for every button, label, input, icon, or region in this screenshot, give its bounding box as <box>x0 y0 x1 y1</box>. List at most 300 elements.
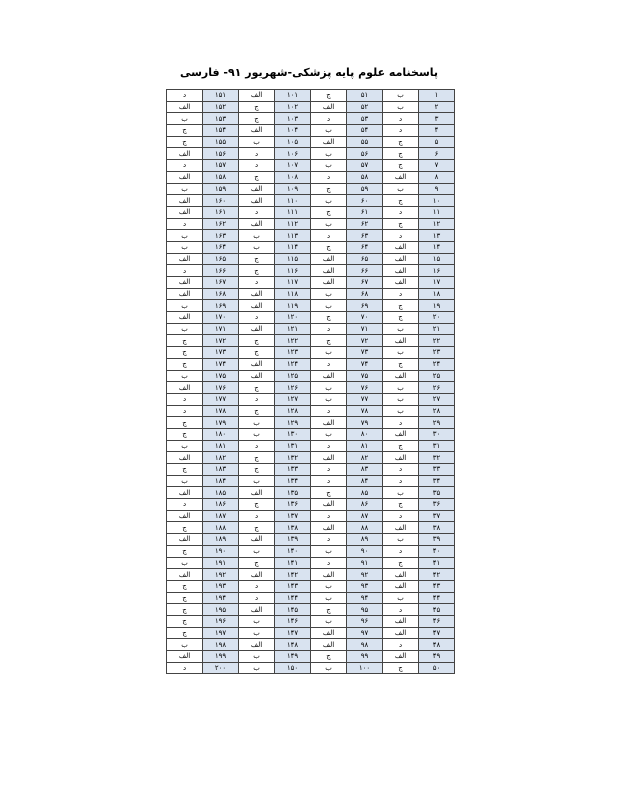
question-number-cell: ۱۴۸ <box>275 639 311 651</box>
question-number-cell: ۶۵ <box>347 253 383 265</box>
question-number-cell: ۱۵۴ <box>203 125 239 137</box>
table-row <box>167 183 455 195</box>
answer-cell: الف <box>311 452 347 464</box>
question-number-cell: ۱۷ <box>419 277 455 289</box>
question-number-cell: ۱۷۵ <box>203 370 239 382</box>
answer-cell: د <box>383 639 419 651</box>
question-number-cell: ۱۱۸ <box>275 288 311 300</box>
question-number-cell: ۹ <box>419 183 455 195</box>
answer-cell: ب <box>311 382 347 394</box>
answer-cell: الف <box>383 241 419 253</box>
question-number-cell: ۱۰۹ <box>275 183 311 195</box>
answer-cell: ج <box>167 335 203 347</box>
question-number-cell: ۹۹ <box>347 651 383 663</box>
answer-cell: الف <box>383 253 419 265</box>
answer-cell: د <box>239 393 275 405</box>
answer-cell: ج <box>167 580 203 592</box>
question-number-cell: ۹۶ <box>347 615 383 627</box>
table-row <box>167 277 455 289</box>
answer-cell: ب <box>311 662 347 674</box>
answer-cell: ج <box>239 452 275 464</box>
answer-cell: د <box>311 475 347 487</box>
answer-cell: الف <box>239 604 275 616</box>
question-number-cell: ۱۸۷ <box>203 510 239 522</box>
question-number-cell: ۱۲۵ <box>275 370 311 382</box>
answer-cell: الف <box>311 370 347 382</box>
question-number-cell: ۱۸۴ <box>203 475 239 487</box>
table-row <box>167 417 455 429</box>
table-row <box>167 195 455 207</box>
table-row <box>167 522 455 534</box>
answer-cell: ب <box>239 662 275 674</box>
answer-cell: د <box>311 557 347 569</box>
question-number-cell: ۴۷ <box>419 627 455 639</box>
answer-cell: الف <box>167 206 203 218</box>
question-number-cell: ۱۱۷ <box>275 277 311 289</box>
question-number-cell: ۱۶۹ <box>203 300 239 312</box>
question-number-cell: ۱۱۲ <box>275 218 311 230</box>
answer-cell: الف <box>167 452 203 464</box>
question-number-cell: ۹۸ <box>347 639 383 651</box>
table-row <box>167 90 455 102</box>
question-number-cell: ۹۵ <box>347 604 383 616</box>
answer-cell: الف <box>239 323 275 335</box>
answer-cell: الف <box>311 639 347 651</box>
answer-cell: ج <box>239 253 275 265</box>
answer-cell: د <box>311 440 347 452</box>
question-number-cell: ۵۲ <box>347 101 383 113</box>
answer-cell: ب <box>239 428 275 440</box>
table-row <box>167 136 455 148</box>
table-row <box>167 615 455 627</box>
table-row <box>167 510 455 522</box>
answer-cell: ج <box>239 382 275 394</box>
question-number-cell: ۱۱۳ <box>275 230 311 242</box>
question-number-cell: ۸ <box>419 171 455 183</box>
question-number-cell: ۶۳ <box>347 230 383 242</box>
question-number-cell: ۴۴ <box>419 592 455 604</box>
answer-cell: د <box>167 405 203 417</box>
table-row <box>167 452 455 464</box>
question-number-cell: ۸۱ <box>347 440 383 452</box>
answer-cell: ب <box>311 195 347 207</box>
answer-cell: الف <box>383 522 419 534</box>
answer-cell: الف <box>167 277 203 289</box>
answer-cell: ب <box>167 475 203 487</box>
question-number-cell: ۶۹ <box>347 300 383 312</box>
question-number-cell: ۱۷۳ <box>203 347 239 359</box>
answer-cell: ج <box>311 335 347 347</box>
question-number-cell: ۲۲ <box>419 335 455 347</box>
answer-cell: الف <box>167 651 203 663</box>
question-number-cell: ۶۴ <box>347 241 383 253</box>
question-number-cell: ۵۳ <box>347 113 383 125</box>
question-number-cell: ۷۹ <box>347 417 383 429</box>
table-row <box>167 662 455 674</box>
question-number-cell: ۴۵ <box>419 604 455 616</box>
question-number-cell: ۳۲ <box>419 452 455 464</box>
question-number-cell: ۱۶۳ <box>203 230 239 242</box>
question-number-cell: ۸۴ <box>347 475 383 487</box>
question-number-cell: ۱۳۵ <box>275 487 311 499</box>
question-number-cell: ۵۴ <box>347 125 383 137</box>
question-number-cell: ۱۹۹ <box>203 651 239 663</box>
answer-cell: الف <box>311 522 347 534</box>
table-row <box>167 534 455 546</box>
answer-cell: د <box>239 440 275 452</box>
answer-cell: ج <box>167 136 203 148</box>
answer-cell: ج <box>383 136 419 148</box>
table-row <box>167 312 455 324</box>
answer-cell: د <box>239 277 275 289</box>
question-number-cell: ۱۳۰ <box>275 428 311 440</box>
question-number-cell: ۲۸ <box>419 405 455 417</box>
answer-cell: ب <box>383 101 419 113</box>
question-number-cell: ۱۵۳ <box>203 113 239 125</box>
question-number-cell: ۲۳ <box>419 347 455 359</box>
question-number-cell: ۹۱ <box>347 557 383 569</box>
answer-cell: الف <box>239 288 275 300</box>
answer-cell: ج <box>383 300 419 312</box>
table-row <box>167 323 455 335</box>
answer-cell: د <box>239 510 275 522</box>
answer-cell: د <box>167 90 203 102</box>
question-number-cell: ۱۸۹ <box>203 534 239 546</box>
table-row <box>167 171 455 183</box>
answer-cell: الف <box>167 534 203 546</box>
answer-cell: ب <box>239 475 275 487</box>
answer-cell: د <box>167 265 203 277</box>
answer-cell: ب <box>311 300 347 312</box>
answer-cell: الف <box>167 312 203 324</box>
question-number-cell: ۵۶ <box>347 148 383 160</box>
answer-cell: ب <box>167 113 203 125</box>
answer-cell: الف <box>383 580 419 592</box>
question-number-cell: ۱۷۸ <box>203 405 239 417</box>
question-number-cell: ۱۱ <box>419 206 455 218</box>
question-number-cell: ۱۴۲ <box>275 569 311 581</box>
question-number-cell: ۶۰ <box>347 195 383 207</box>
answer-cell: الف <box>239 569 275 581</box>
question-number-cell: ۴۹ <box>419 651 455 663</box>
question-number-cell: ۱۳۱ <box>275 440 311 452</box>
question-number-cell: ۱۶۶ <box>203 265 239 277</box>
answer-cell: ب <box>167 323 203 335</box>
answer-key-body <box>167 90 455 674</box>
question-number-cell: ۱۵۵ <box>203 136 239 148</box>
question-number-cell: ۱۱۶ <box>275 265 311 277</box>
question-number-cell: ۱۴۹ <box>275 651 311 663</box>
answer-cell: الف <box>383 627 419 639</box>
answer-cell: د <box>311 405 347 417</box>
question-number-cell: ۳ <box>419 113 455 125</box>
table-row <box>167 545 455 557</box>
question-number-cell: ۵۸ <box>347 171 383 183</box>
question-number-cell: ۱۰۶ <box>275 148 311 160</box>
question-number-cell: ۱۵۰ <box>275 662 311 674</box>
answer-cell: ج <box>311 241 347 253</box>
answer-cell: د <box>239 148 275 160</box>
answer-cell: ج <box>239 557 275 569</box>
question-number-cell: ۴۲ <box>419 569 455 581</box>
question-number-cell: ۱۱۱ <box>275 206 311 218</box>
question-number-cell: ۵۱ <box>347 90 383 102</box>
question-number-cell: ۱۹۴ <box>203 592 239 604</box>
question-number-cell: ۱۶۷ <box>203 277 239 289</box>
answer-cell: الف <box>167 382 203 394</box>
answer-cell: ج <box>311 487 347 499</box>
question-number-cell: ۱۰۲ <box>275 101 311 113</box>
table-row <box>167 651 455 663</box>
answer-cell: ب <box>383 592 419 604</box>
answer-cell: الف <box>383 615 419 627</box>
question-number-cell: ۱۸۵ <box>203 487 239 499</box>
question-number-cell: ۳۹ <box>419 534 455 546</box>
answer-cell: الف <box>239 370 275 382</box>
question-number-cell: ۶۷ <box>347 277 383 289</box>
table-row <box>167 206 455 218</box>
question-number-cell: ۷۳ <box>347 347 383 359</box>
table-row <box>167 440 455 452</box>
answer-cell: الف <box>167 487 203 499</box>
table-row <box>167 335 455 347</box>
answer-cell: الف <box>383 265 419 277</box>
question-number-cell: ۹۷ <box>347 627 383 639</box>
answer-cell: ب <box>167 370 203 382</box>
answer-cell: ج <box>311 604 347 616</box>
question-number-cell: ۷۶ <box>347 382 383 394</box>
answer-cell: ب <box>239 136 275 148</box>
question-number-cell: ۳۷ <box>419 510 455 522</box>
question-number-cell: ۱۳۶ <box>275 499 311 511</box>
question-number-cell: ۶۱ <box>347 206 383 218</box>
answer-cell: ج <box>383 148 419 160</box>
question-number-cell: ۹۰ <box>347 545 383 557</box>
question-number-cell: ۸۵ <box>347 487 383 499</box>
answer-cell: ب <box>239 627 275 639</box>
question-number-cell: ۱۷۶ <box>203 382 239 394</box>
answer-cell: د <box>167 160 203 172</box>
question-number-cell: ۱۴۰ <box>275 545 311 557</box>
answer-cell: ج <box>239 405 275 417</box>
question-number-cell: ۱۳۲ <box>275 452 311 464</box>
answer-cell: د <box>239 312 275 324</box>
answer-cell: الف <box>239 125 275 137</box>
question-number-cell: ۱۴ <box>419 241 455 253</box>
answer-cell: د <box>239 206 275 218</box>
question-number-cell: ۸۰ <box>347 428 383 440</box>
answer-cell: ب <box>383 405 419 417</box>
question-number-cell: ۱۷۱ <box>203 323 239 335</box>
question-number-cell: ۶ <box>419 148 455 160</box>
table-row <box>167 253 455 265</box>
question-number-cell: ۱۲۷ <box>275 393 311 405</box>
answer-cell: ب <box>383 534 419 546</box>
table-row <box>167 148 455 160</box>
question-number-cell: ۵۹ <box>347 183 383 195</box>
question-number-cell: ۱ <box>419 90 455 102</box>
answer-cell: ب <box>383 393 419 405</box>
question-number-cell: ۲۰۰ <box>203 662 239 674</box>
question-number-cell: ۱۲ <box>419 218 455 230</box>
answer-cell: د <box>383 464 419 476</box>
table-row <box>167 241 455 253</box>
question-number-cell: ۷۰ <box>347 312 383 324</box>
question-number-cell: ۵ <box>419 136 455 148</box>
answer-cell: ج <box>311 90 347 102</box>
answer-cell: الف <box>167 510 203 522</box>
answer-cell: ج <box>311 183 347 195</box>
question-number-cell: ۸۶ <box>347 499 383 511</box>
answer-key-table <box>166 89 455 674</box>
answer-cell: ب <box>383 347 419 359</box>
answer-cell: د <box>383 510 419 522</box>
question-number-cell: ۱۹۳ <box>203 580 239 592</box>
answer-cell: د <box>167 393 203 405</box>
answer-cell: ب <box>167 557 203 569</box>
question-number-cell: ۱۷۷ <box>203 393 239 405</box>
question-number-cell: ۱۷۴ <box>203 358 239 370</box>
question-number-cell: ۵۷ <box>347 160 383 172</box>
answer-cell: الف <box>311 499 347 511</box>
question-number-cell: ۱۵۲ <box>203 101 239 113</box>
question-number-cell: ۲۷ <box>419 393 455 405</box>
answer-cell: ب <box>311 347 347 359</box>
answer-cell: ج <box>167 464 203 476</box>
table-row <box>167 499 455 511</box>
question-number-cell: ۳۰ <box>419 428 455 440</box>
question-number-cell: ۷ <box>419 160 455 172</box>
question-number-cell: ۱۲۸ <box>275 405 311 417</box>
answer-cell: الف <box>311 569 347 581</box>
question-number-cell: ۱۴۳ <box>275 580 311 592</box>
question-number-cell: ۱۰۰ <box>347 662 383 674</box>
answer-cell: ج <box>167 615 203 627</box>
question-number-cell: ۱۴۷ <box>275 627 311 639</box>
answer-cell: ب <box>167 183 203 195</box>
answer-cell: د <box>383 125 419 137</box>
question-number-cell: ۱۵۶ <box>203 148 239 160</box>
answer-cell: د <box>383 206 419 218</box>
question-number-cell: ۱۸۰ <box>203 428 239 440</box>
answer-cell: الف <box>383 171 419 183</box>
question-number-cell: ۱۱۰ <box>275 195 311 207</box>
question-number-cell: ۱۹۸ <box>203 639 239 651</box>
answer-cell: د <box>167 662 203 674</box>
answer-cell: ب <box>311 545 347 557</box>
question-number-cell: ۱۹۶ <box>203 615 239 627</box>
answer-cell: ج <box>239 347 275 359</box>
answer-cell: ج <box>311 312 347 324</box>
answer-cell: ج <box>311 651 347 663</box>
question-number-cell: ۱۵۷ <box>203 160 239 172</box>
answer-cell: الف <box>311 253 347 265</box>
answer-cell: ب <box>383 323 419 335</box>
question-number-cell: ۱۶۱ <box>203 206 239 218</box>
question-number-cell: ۱۹۲ <box>203 569 239 581</box>
table-row <box>167 218 455 230</box>
table-row <box>167 347 455 359</box>
answer-cell: ب <box>383 487 419 499</box>
question-number-cell: ۱۴۴ <box>275 592 311 604</box>
question-number-cell: ۲۰ <box>419 312 455 324</box>
question-number-cell: ۴۶ <box>419 615 455 627</box>
answer-cell: د <box>311 171 347 183</box>
question-number-cell: ۴۱ <box>419 557 455 569</box>
answer-cell: ب <box>311 580 347 592</box>
answer-cell: الف <box>167 195 203 207</box>
answer-cell: ب <box>311 428 347 440</box>
answer-cell: الف <box>383 277 419 289</box>
question-number-cell: ۱۹۷ <box>203 627 239 639</box>
answer-cell: الف <box>311 417 347 429</box>
question-number-cell: ۱۰۱ <box>275 90 311 102</box>
answer-cell: الف <box>239 639 275 651</box>
answer-cell: د <box>311 464 347 476</box>
answer-cell: ج <box>383 195 419 207</box>
question-number-cell: ۱۳ <box>419 230 455 242</box>
table-row <box>167 428 455 440</box>
answer-cell: ب <box>167 300 203 312</box>
question-number-cell: ۱۰۵ <box>275 136 311 148</box>
question-number-cell: ۱۷۲ <box>203 335 239 347</box>
answer-cell: ب <box>167 440 203 452</box>
table-row <box>167 569 455 581</box>
answer-cell: الف <box>239 195 275 207</box>
question-number-cell: ۷۱ <box>347 323 383 335</box>
answer-cell: د <box>311 510 347 522</box>
answer-cell: الف <box>311 627 347 639</box>
question-number-cell: ۳۳ <box>419 464 455 476</box>
question-number-cell: ۳۴ <box>419 475 455 487</box>
answer-cell: ج <box>383 499 419 511</box>
question-number-cell: ۳۵ <box>419 487 455 499</box>
question-number-cell: ۱۴۵ <box>275 604 311 616</box>
answer-cell: ب <box>311 393 347 405</box>
question-number-cell: ۵۰ <box>419 662 455 674</box>
question-number-cell: ۱۲۴ <box>275 358 311 370</box>
answer-cell: ب <box>239 615 275 627</box>
answer-cell: ج <box>167 428 203 440</box>
question-number-cell: ۱۸ <box>419 288 455 300</box>
question-number-cell: ۱۷۹ <box>203 417 239 429</box>
question-number-cell: ۲۴ <box>419 358 455 370</box>
answer-cell: د <box>383 417 419 429</box>
answer-cell: ج <box>383 662 419 674</box>
answer-cell: ج <box>239 335 275 347</box>
question-number-cell: ۱۶۸ <box>203 288 239 300</box>
question-number-cell: ۱۹۱ <box>203 557 239 569</box>
answer-cell: الف <box>383 651 419 663</box>
answer-cell: الف <box>383 370 419 382</box>
answer-cell: ج <box>383 160 419 172</box>
question-number-cell: ۱۲۰ <box>275 312 311 324</box>
answer-cell: ج <box>167 417 203 429</box>
answer-cell: ج <box>239 101 275 113</box>
question-number-cell: ۷۴ <box>347 358 383 370</box>
answer-cell: ب <box>239 241 275 253</box>
answer-cell: الف <box>167 148 203 160</box>
question-number-cell: ۱۶۰ <box>203 195 239 207</box>
answer-cell: ج <box>167 522 203 534</box>
question-number-cell: ۸۹ <box>347 534 383 546</box>
answer-cell: د <box>239 592 275 604</box>
question-number-cell: ۱۱۹ <box>275 300 311 312</box>
table-row <box>167 160 455 172</box>
question-number-cell: ۸۳ <box>347 464 383 476</box>
answer-cell: د <box>167 218 203 230</box>
question-number-cell: ۸۲ <box>347 452 383 464</box>
